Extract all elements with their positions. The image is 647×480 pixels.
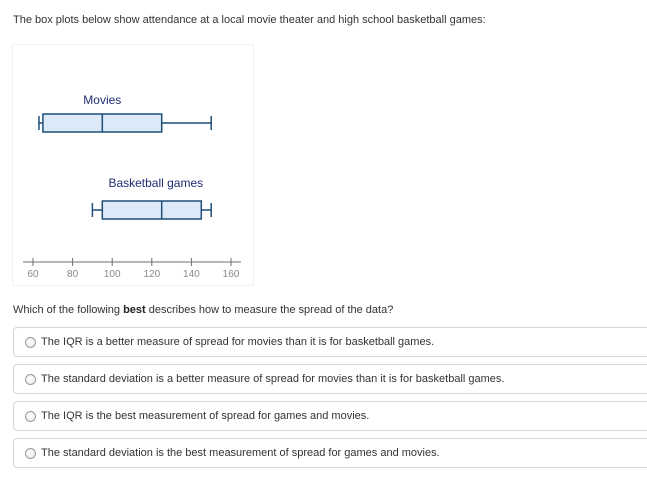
movies-label: Movies [83, 93, 122, 107]
answer-option-label: The standard deviation is the best measurement of spread for games and movies. [41, 447, 440, 459]
answer-option-label: The IQR is the best measurement of spread for games and movies. [41, 410, 370, 422]
answer-options [13, 327, 647, 475]
radio-button-icon[interactable] [25, 374, 36, 385]
answer-option-label: The standard deviation is a better measure of spread for movies than it is for basketball games. [41, 373, 505, 385]
box-plot-chart [13, 45, 253, 285]
x-tick-label-80: 80 [67, 269, 79, 280]
question-suffix: describes how to measure the spread of the data? [145, 304, 394, 316]
answer-option-4[interactable] [13, 438, 647, 468]
x-tick-label-160: 160 [222, 269, 240, 280]
radio-button-icon[interactable] [25, 448, 36, 459]
radio-button-icon[interactable] [25, 337, 36, 348]
question-prefix: Which of the following [13, 304, 124, 316]
answer-option-3[interactable] [13, 401, 647, 431]
answer-option-2[interactable] [13, 364, 647, 394]
x-tick-label-120: 120 [143, 269, 161, 280]
box-plot-svg [13, 45, 253, 285]
x-tick-label-140: 140 [183, 269, 200, 280]
answer-option-label: The IQR is a better measure of spread for movies than it is for basketball games. [41, 336, 435, 348]
radio-button-icon[interactable] [25, 411, 36, 422]
question-text [13, 304, 393, 316]
x-tick-label-60: 60 [27, 269, 39, 280]
basketball-games-box [102, 201, 201, 219]
x-tick-label-100: 100 [103, 269, 121, 280]
intro-text: The box plots below show attendance at a local movie theater and high school basketball games: [13, 14, 486, 26]
question-bold-word: best [123, 304, 146, 316]
answer-option-1[interactable] [13, 327, 647, 357]
basketball-games-label: Basketball games [108, 176, 204, 190]
